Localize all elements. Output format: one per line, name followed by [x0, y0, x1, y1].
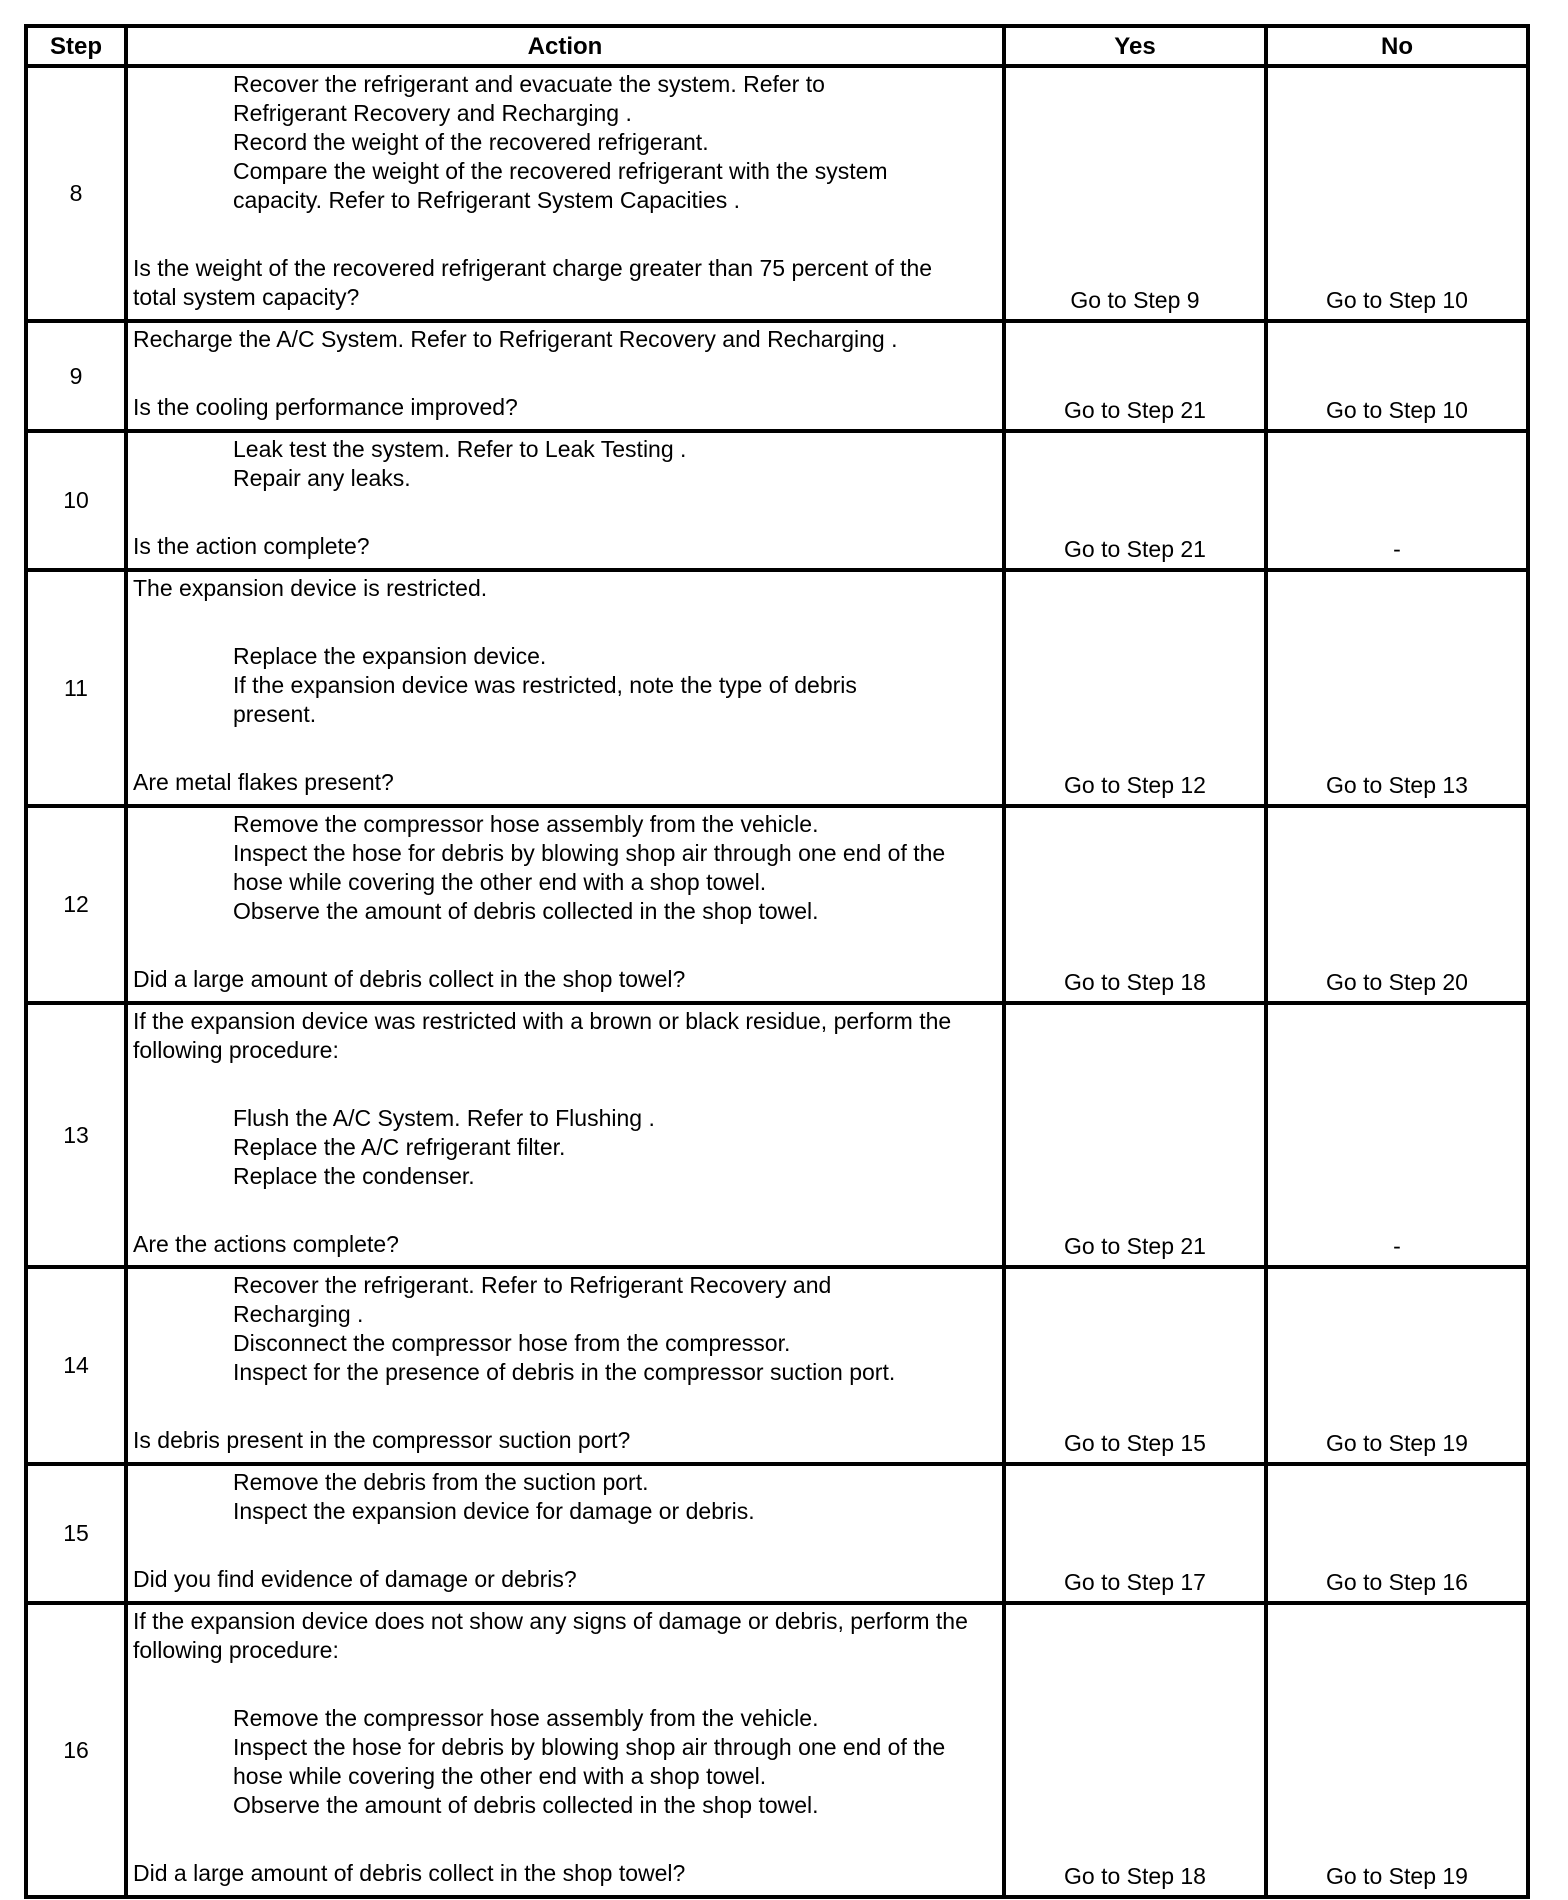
action-item: If the expansion device was restricted, note the type of debris present.: [233, 672, 857, 727]
yes-cell: Go to Step 21: [1004, 431, 1266, 570]
no-cell: -: [1266, 431, 1528, 570]
action-item: Remove the compressor hose assembly from the vehicle.: [233, 811, 819, 837]
action-item: Repair any leaks.: [233, 465, 411, 491]
action-question: Is the action complete?: [133, 533, 370, 559]
action-item: Observe the amount of debris collected in the shop towel.: [233, 898, 819, 924]
yes-cell: Go to Step 15: [1004, 1267, 1266, 1464]
action-cell: [126, 1003, 1004, 1267]
table-row: [26, 1464, 1528, 1603]
yes-cell: Go to Step 18: [1004, 806, 1266, 1003]
yes-cell: Go to Step 21: [1004, 321, 1266, 431]
table-row: [26, 431, 1528, 570]
action-question: Are the actions complete?: [133, 1231, 399, 1257]
action-question: Is the weight of the recovered refrigerant charge greater than 75 percent of the total system capacity?: [133, 255, 933, 310]
no-cell: -: [1266, 1003, 1528, 1267]
yes-cell: Go to Step 18: [1004, 1603, 1266, 1897]
action-item: Replace the condenser.: [233, 1163, 475, 1189]
action-cell: [126, 1603, 1004, 1897]
no-cell: Go to Step 13: [1266, 570, 1528, 806]
action-question: Did a large amount of debris collect in the shop towel?: [133, 966, 686, 992]
action-item: Replace the expansion device.: [233, 643, 547, 669]
action-question: Did you find evidence of damage or debris?: [133, 1566, 577, 1592]
header-step: Step: [26, 26, 126, 66]
action-item: Recover the refrigerant. Refer to Refrigerant Recovery and Recharging .: [233, 1272, 832, 1327]
no-cell: Go to Step 10: [1266, 66, 1528, 321]
no-cell: Go to Step 10: [1266, 321, 1528, 431]
yes-cell: Go to Step 9: [1004, 66, 1266, 321]
table-row: [26, 806, 1528, 1003]
action-item: Remove the debris from the suction port.: [233, 1469, 649, 1495]
no-cell: Go to Step 19: [1266, 1603, 1528, 1897]
header-no: No: [1266, 26, 1528, 66]
table-row: [26, 1267, 1528, 1464]
action-item: Replace the A/C refrigerant filter.: [233, 1134, 566, 1160]
yes-cell: Go to Step 21: [1004, 1003, 1266, 1267]
action-item: Flush the A/C System. Refer to Flushing .: [233, 1105, 655, 1131]
step-number: 10: [26, 431, 126, 570]
action-intro: Recharge the A/C System. Refer to Refrigerant Recovery and Recharging .: [133, 326, 898, 352]
action-cell: [126, 321, 1004, 431]
action-item: Compare the weight of the recovered refrigerant with the system capacity. Refer to Refrigerant System Capacities .: [233, 158, 888, 213]
step-number: 14: [26, 1267, 126, 1464]
action-intro: The expansion device is restricted.: [133, 575, 488, 601]
yes-cell: Go to Step 12: [1004, 570, 1266, 806]
step-number: 8: [26, 66, 126, 321]
action-cell: [126, 1267, 1004, 1464]
header-action: Action: [126, 26, 1004, 66]
step-number: 15: [26, 1464, 126, 1603]
table-row: [26, 1003, 1528, 1267]
action-question: Are metal flakes present?: [133, 769, 394, 795]
action-item: Inspect the expansion device for damage or debris.: [233, 1498, 755, 1524]
action-item: Inspect the hose for debris by blowing shop air through one end of the hose while covering the other end with a shop towel.: [233, 840, 946, 895]
action-cell: [126, 66, 1004, 321]
header-row: [26, 26, 1528, 66]
action-intro: If the expansion device does not show any signs of damage or debris, perform the following procedure:: [133, 1608, 968, 1663]
no-cell: Go to Step 16: [1266, 1464, 1528, 1603]
action-item: Remove the compressor hose assembly from the vehicle.: [233, 1705, 819, 1731]
action-question: Is debris present in the compressor suction port?: [133, 1427, 631, 1453]
step-number: 9: [26, 321, 126, 431]
action-question: Did a large amount of debris collect in the shop towel?: [133, 1860, 686, 1886]
action-item: Observe the amount of debris collected in the shop towel.: [233, 1792, 819, 1818]
no-cell: Go to Step 19: [1266, 1267, 1528, 1464]
action-item: Record the weight of the recovered refrigerant.: [233, 129, 709, 155]
table-row: [26, 1603, 1528, 1897]
step-number: 16: [26, 1603, 126, 1897]
action-item: Recover the refrigerant and evacuate the system. Refer to Refrigerant Recovery and Recharging .: [233, 71, 825, 126]
yes-cell: Go to Step 17: [1004, 1464, 1266, 1603]
action-item: Disconnect the compressor hose from the compressor.: [233, 1330, 791, 1356]
diagnostic-table: [24, 24, 1530, 1899]
header-yes: Yes: [1004, 26, 1266, 66]
action-item: Inspect for the presence of debris in the compressor suction port.: [233, 1359, 896, 1385]
step-number: 12: [26, 806, 126, 1003]
action-cell: [126, 1464, 1004, 1603]
action-cell: [126, 570, 1004, 806]
step-number: 13: [26, 1003, 126, 1267]
action-question: Is the cooling performance improved?: [133, 394, 518, 420]
action-cell: [126, 806, 1004, 1003]
table-row: [26, 66, 1528, 321]
no-cell: Go to Step 20: [1266, 806, 1528, 1003]
table-row: [26, 321, 1528, 431]
action-intro: If the expansion device was restricted with a brown or black residue, perform the following procedure:: [133, 1008, 952, 1063]
action-item: Leak test the system. Refer to Leak Testing .: [233, 436, 687, 462]
table-row: [26, 570, 1528, 806]
action-cell: [126, 431, 1004, 570]
action-item: Inspect the hose for debris by blowing shop air through one end of the hose while covering the other end with a shop towel.: [233, 1734, 946, 1789]
step-number: 11: [26, 570, 126, 806]
